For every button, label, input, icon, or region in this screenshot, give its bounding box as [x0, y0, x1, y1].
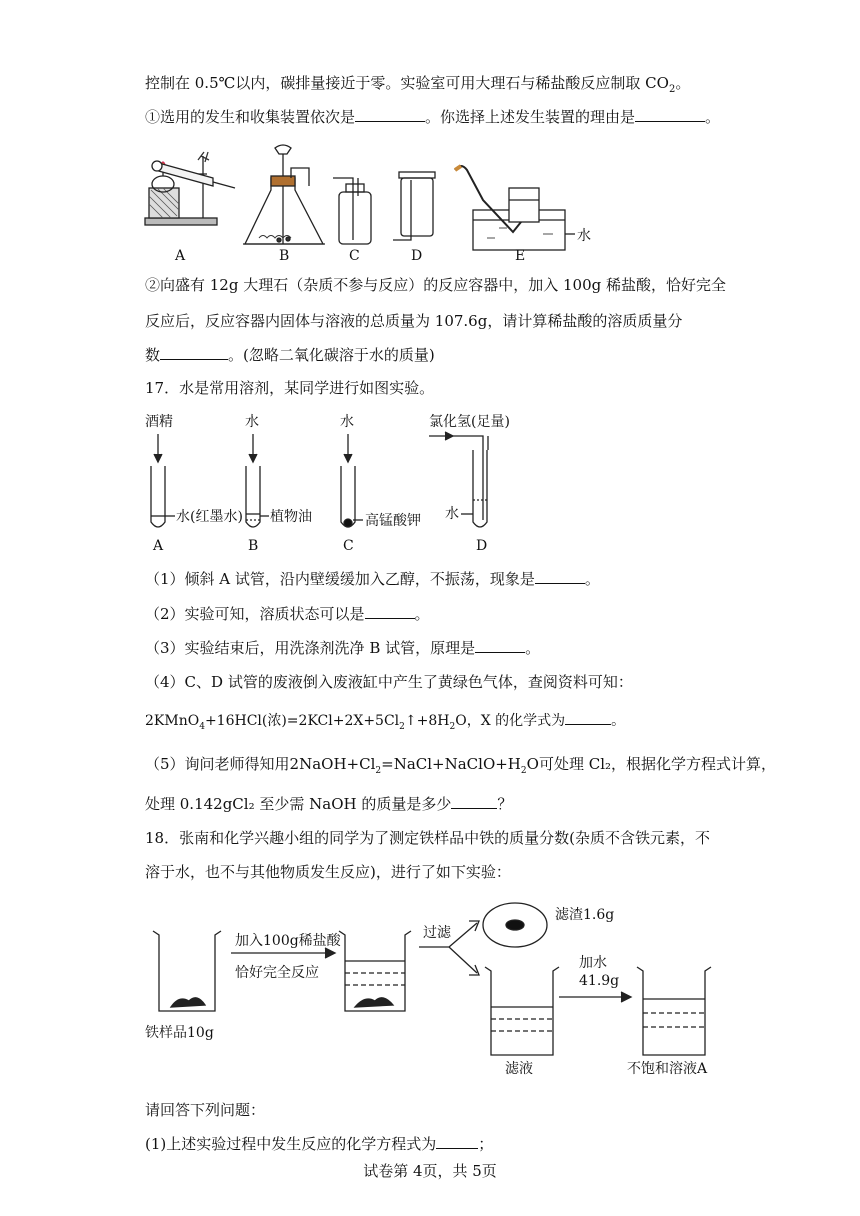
q17-part-3: （3）实验结束后，用洗涤剂洗净 B 试管，原理是 。: [145, 639, 541, 657]
hcl-label: 氯化氢(足量): [429, 414, 510, 430]
red-ink-water-label: 水(红墨水): [176, 509, 243, 525]
answer-blank[interactable]: [451, 794, 497, 809]
answer-blank[interactable]: [160, 345, 228, 360]
q16-line-4: 反应后，反应容器内固体与溶液的总质量为 107.6g，请计算稀盐酸的溶质质量分: [145, 312, 683, 330]
beaker-3: [485, 967, 559, 1055]
add-water-label: 加水: [579, 955, 607, 971]
q16-line-1: 控制在 0.5℃以内，碳排量接近于零。实验室可用大理石与稀盐酸反应制取 $CO_2$。: [145, 74, 691, 95]
answer-blank[interactable]: [475, 638, 525, 653]
filtrate-label: 滤液: [505, 1061, 533, 1077]
answer-blank[interactable]: [635, 107, 705, 122]
q17-part-5b: 处理 0.142gCl₂ 至少需 NaOH 的质量是多少 ？: [145, 795, 513, 813]
q16-line-5: 数 。(忽略二氧化碳溶于水的质量): [145, 346, 435, 364]
exact-reaction-label: 恰好完全反应: [235, 965, 319, 981]
water-label-1: 水: [245, 414, 259, 430]
tube-c: [341, 466, 355, 527]
water-label: 水: [577, 228, 591, 244]
q16-line-3: ②向盛有 12g 大理石（杂质不参与反应）的反应容器中，加入 100g 稀盐酸，恰好完全: [145, 276, 726, 294]
q16-line-2: ①选用的发生和收集装置依次是 。你选择上述发生装置的理由是 。: [145, 108, 721, 126]
q18-line-2: 溶于水，也不与其他物质发生反应)，进行了如下实验：: [145, 863, 511, 881]
apparatus-e: [455, 166, 575, 250]
apparatus-label-a: A: [175, 248, 186, 264]
answer-blank[interactable]: [535, 569, 585, 584]
q17-equation: 2KMnO$_4$+16HCl(浓)$=2KCl+2X+5Cl_2↑+8H_2O$，X 的化学式为 。: [145, 710, 625, 737]
alcohol-label: 酒精: [145, 414, 173, 430]
solution-a-label: 不饱和溶液A: [627, 1061, 708, 1077]
tube-label-b: B: [248, 538, 259, 554]
kmno4-label: 高锰酸钾: [365, 513, 421, 529]
apparatus-b: [243, 145, 325, 244]
apparatus-label-e: E: [515, 248, 526, 264]
answer-blank[interactable]: [436, 1134, 478, 1149]
apparatus-label-c: C: [349, 248, 360, 264]
q17-part-5: （5）询问老师得知用$2NaOH+Cl_2=NaCl+NaClO+H_2O$可处理 Cl₂，根据化学方程式计算，: [145, 755, 777, 776]
q17-title: 17．水是常用溶剂，某同学进行如图实验。: [145, 379, 435, 397]
answer-blank[interactable]: [355, 107, 425, 122]
answer-blank[interactable]: [365, 604, 415, 619]
water-mass-label: 41.9g: [579, 973, 620, 989]
iron-sample-figure: [143, 895, 733, 1080]
filter-label: 过滤: [423, 925, 451, 941]
apparatus-label-b: B: [279, 248, 290, 264]
test-tube-figure: [143, 410, 563, 555]
answer-blank[interactable]: [565, 710, 611, 725]
q18-ask: 请回答下列问题：: [145, 1101, 266, 1119]
q17-part-4: （4）C、D 试管的废液倒入废液缸中产生了黄绿色气体，查阅资料可知：: [145, 673, 633, 691]
apparatus-c: [333, 178, 371, 244]
beaker-4: [637, 967, 711, 1055]
residue-label: 滤渣1.6g: [555, 907, 615, 923]
beaker-2: [339, 931, 411, 1011]
q18-line-1: 18．张南和化学兴趣小组的同学为了测定铁样品中铁的质量分数(杂质不含铁元素，不: [145, 829, 710, 847]
apparatus-label-d: D: [411, 248, 423, 264]
tube-label-a: A: [153, 538, 164, 554]
page-footer: 试卷第 4页，共 5页: [363, 1162, 497, 1180]
water-label-3: 水: [445, 506, 459, 522]
beaker-1: [153, 931, 221, 1011]
sample-label: 铁样品10g: [145, 1025, 214, 1041]
q17-part-1: （1）倾斜 A 试管，沿内壁缓缓加入乙醇，不振荡，现象是 。: [145, 570, 600, 588]
q18-part-1: (1)上述实验过程中发生反应的化学方程式为 ；: [145, 1135, 494, 1153]
tube-d: [473, 450, 487, 527]
vegetable-oil-label: 植物油: [270, 509, 312, 525]
apparatus-a: [145, 152, 235, 225]
apparatus-d: [393, 172, 435, 240]
tube-b: [246, 466, 260, 527]
tube-label-d: D: [476, 538, 488, 554]
q17-part-2: （2）实验可知，溶质状态可以是 。: [145, 605, 430, 623]
tube-a: [151, 466, 165, 527]
tube-label-c: C: [343, 538, 354, 554]
add-acid-label: 加入100g稀盐酸: [235, 933, 341, 949]
gas-apparatus-figure: [143, 140, 603, 265]
water-label-2: 水: [340, 414, 354, 430]
